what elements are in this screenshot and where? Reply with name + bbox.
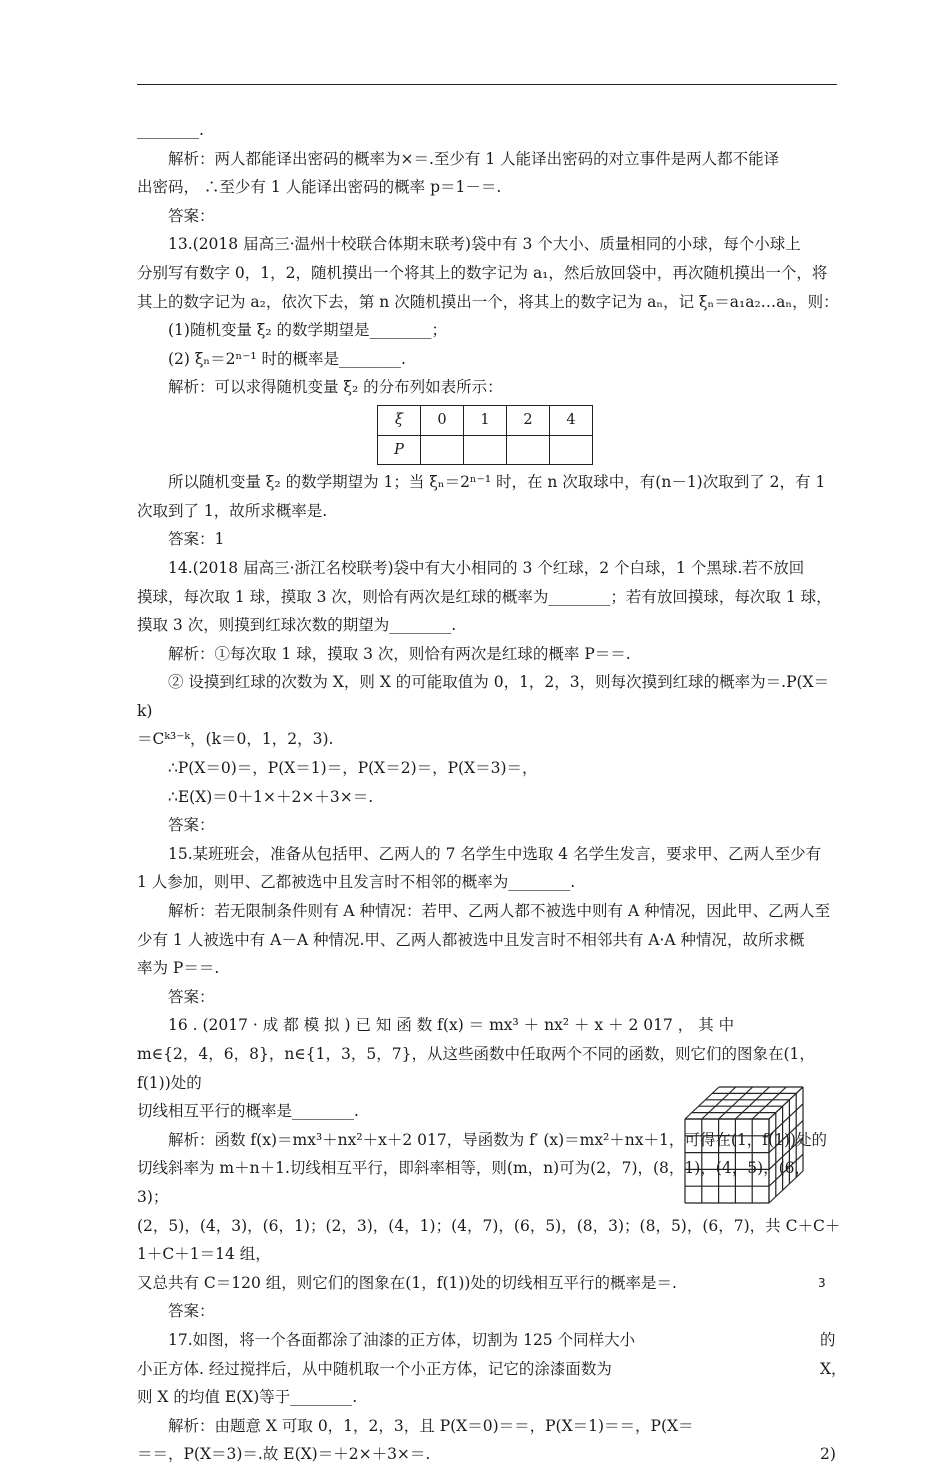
table-cell xyxy=(464,435,507,465)
text-line: 15.某班班会，准备从包括甲、乙两人的 7 名学生中选取 4 名学生发言，要求甲、乙两人至少有 xyxy=(168,844,822,863)
table-cell xyxy=(550,435,593,465)
cube-edge xyxy=(769,1171,803,1203)
text-line: 摸球，每次取 1 球，摸取 3 次，则恰有两次是红球的概率为________；若有放回摸球，每次取 1 球， xyxy=(137,587,832,606)
text-line: (2) ξₙ＝2ⁿ⁻¹ 时的概率是________. xyxy=(168,349,406,368)
text-line: 出密码， ∴至少有 1 人能译出密码的概率 p＝1－＝. xyxy=(137,178,502,197)
text-line: (1)随机变量 ξ₂ 的数学期望是________； xyxy=(168,321,448,340)
text-line: (2，5)，(4，3)，(6，1)；(2，3)，(4，1)；(4，7)，(6，5)，(8，3)；(8，5)，(6，7)，共 C＋C＋1＋C＋1＝14 组， xyxy=(137,1216,841,1264)
q17-line: ＝＝，P(X＝3)＝.故 E(X)＝＋2×＋3×＝. xyxy=(137,1445,431,1464)
text-line: 又总共有 C＝120 组，则它们的图象在(1，f(1))处的切线相互平行的概率是＝. xyxy=(137,1273,677,1292)
q17-line: 则 X 的均值 E(X)等于________. xyxy=(137,1388,358,1407)
text-line: 14.(2018 届高三·浙江名校联考)袋中有大小相同的 3 个红球，2 个白球，1 个黑球.若不放回 xyxy=(168,558,805,577)
text-line: 解析：①每次取 1 球，摸取 3 次，则恰有两次是红球的概率 P＝＝. xyxy=(168,644,631,663)
text-line: 切线相互平行的概率是________. xyxy=(137,1102,359,1121)
q17-line-end: 2) xyxy=(820,1444,836,1463)
cube-edge xyxy=(702,1087,736,1119)
q17-line-end: 的 xyxy=(820,1330,836,1349)
text-line: 分别写有数字 0，1，2，随机摸出一个将其上的数字记为 a₁，然后放回袋中，再次随机摸出一个，将 xyxy=(137,263,828,282)
text-line: 答案： xyxy=(168,206,215,225)
q17-line-end: X， xyxy=(820,1359,847,1378)
table-cell: 4 xyxy=(550,405,593,435)
table-cell xyxy=(507,435,550,465)
text-line: 解析：若无限制条件则有 A 种情况：若甲、乙两人都不被选中则有 A 种情况，因此甲、乙两人至 xyxy=(168,902,831,921)
table-header-row xyxy=(378,405,593,435)
text-line: 16 . (2017 · 成 都 模 拟 ) 已 知 函 数 f(x) ＝ mx³ ＋ nx² ＋ x ＋ 2 017 ， 其 中 xyxy=(168,1016,735,1035)
text-line: 答案： xyxy=(168,987,215,1006)
text-line: 13.(2018 届高三·温州十校联合体期末联考)袋中有 3 个大小、质量相同的小球，每个小球上 xyxy=(168,235,801,254)
cube-edge xyxy=(735,1087,769,1119)
text-line: 少有 1 人被选中有 A－A 种情况.甲、乙两人都被选中且发言时不相邻共有 A·A 种情况，故所求概 xyxy=(137,930,805,949)
text-line: 其上的数字记为 a₂，依次下去，第 n 次随机摸出一个，将其上的数字记为 aₙ，记 ξₙ＝a₁a₂…aₙ，则： xyxy=(137,292,839,311)
table-cell: P xyxy=(378,435,421,465)
table-cell: ξ xyxy=(378,405,421,435)
cube-edge xyxy=(769,1137,803,1169)
table-cell: 2 xyxy=(507,405,550,435)
text-line: 次取到了 1，故所求概率是. xyxy=(137,501,328,520)
header-rule xyxy=(137,84,837,85)
page-number: 3 xyxy=(818,1276,826,1290)
text-line: 摸取 3 次，则摸到红球次数的期望为________. xyxy=(137,616,457,635)
text-line: ∴E(X)＝0＋1×＋2×＋3×＝. xyxy=(168,787,374,806)
text-line: ＝Cᵏ³⁻ᵏ，(k＝0，1，2，3). xyxy=(137,730,334,749)
page-body xyxy=(137,116,847,1469)
cube-edge xyxy=(769,1154,803,1186)
distribution-table xyxy=(377,405,593,465)
text-line: 切线斜率为 m＋n＋1.切线相互平行，即斜率相等，则(m，n)可为(2，7)，(8，1)，(4，5)，(6，3)； xyxy=(137,1159,811,1206)
text-line: m∈{2，4，6，8}，n∈{1，3，5，7}，从这些函数中任取两个不同的函数，则它们的图象在(1，f(1))处的 xyxy=(137,1045,815,1092)
text-line: 解析：可以求得随机变量 ξ₂ 的分布列如表所示： xyxy=(168,378,503,397)
text-line: 答案：1 xyxy=(168,530,225,549)
q17-line: 解析：由题意 X 可取 0，1，2，3，且 P(X＝0)＝＝，P(X＝1)＝＝，P(X＝ xyxy=(168,1416,694,1435)
text-line: 所以随机变量 ξ₂ 的数学期望为 1；当 ξₙ＝2ⁿ⁻¹ 时，在 n 次取球中，有(n－1)次取到了 2，有 1 xyxy=(168,473,826,492)
question-17 xyxy=(137,1326,847,1469)
text-line: ∴P(X＝0)＝，P(X＝1)＝，P(X＝2)＝，P(X＝3)＝， xyxy=(168,759,538,778)
text-line: 答案： xyxy=(168,816,215,835)
cube-edge xyxy=(769,1121,803,1153)
cube-edge xyxy=(752,1087,786,1119)
q17-line: 17.如图，将一个各面都涂了油漆的正方体，切割为 125 个同样大小 xyxy=(168,1330,636,1349)
cube-edge xyxy=(769,1104,803,1136)
q17-line: 小正方体. 经过搅拌后，从中随机取一个小正方体，记它的涂漆面数为 xyxy=(137,1359,612,1378)
table-cell: 0 xyxy=(421,405,464,435)
table-cell: 1 xyxy=(464,405,507,435)
cube-edge xyxy=(719,1087,753,1119)
cube-edge xyxy=(685,1087,719,1119)
text-line: 解析：函数 f(x)＝mx³＋nx²＋x＋2 017，导函数为 f′ (x)＝mx²＋nx＋1，可得在(1，f(1))处的 xyxy=(168,1130,828,1149)
text-line: 1 人参加，则甲、乙都被选中且发言时不相邻的概率为________. xyxy=(137,873,576,892)
table-row xyxy=(378,435,593,465)
text-line: 率为 P＝＝. xyxy=(137,959,220,978)
cube-edge xyxy=(769,1087,803,1119)
table-cell xyxy=(421,435,464,465)
text-line: 解析：两人都能译出密码的概率为×＝.至少有 1 人能译出密码的对立事件是两人都不能译 xyxy=(168,149,780,168)
text-line: 答案： xyxy=(168,1302,215,1321)
text-line: ________. xyxy=(137,121,204,139)
cube-figure xyxy=(683,1085,805,1207)
text-line: ② 设摸到红球的次数为 X，则 X 的可能取值为 0，1，2，3，则每次摸到红球的概率为＝.P(X＝k) xyxy=(137,673,830,720)
text-block-1 xyxy=(137,116,841,402)
